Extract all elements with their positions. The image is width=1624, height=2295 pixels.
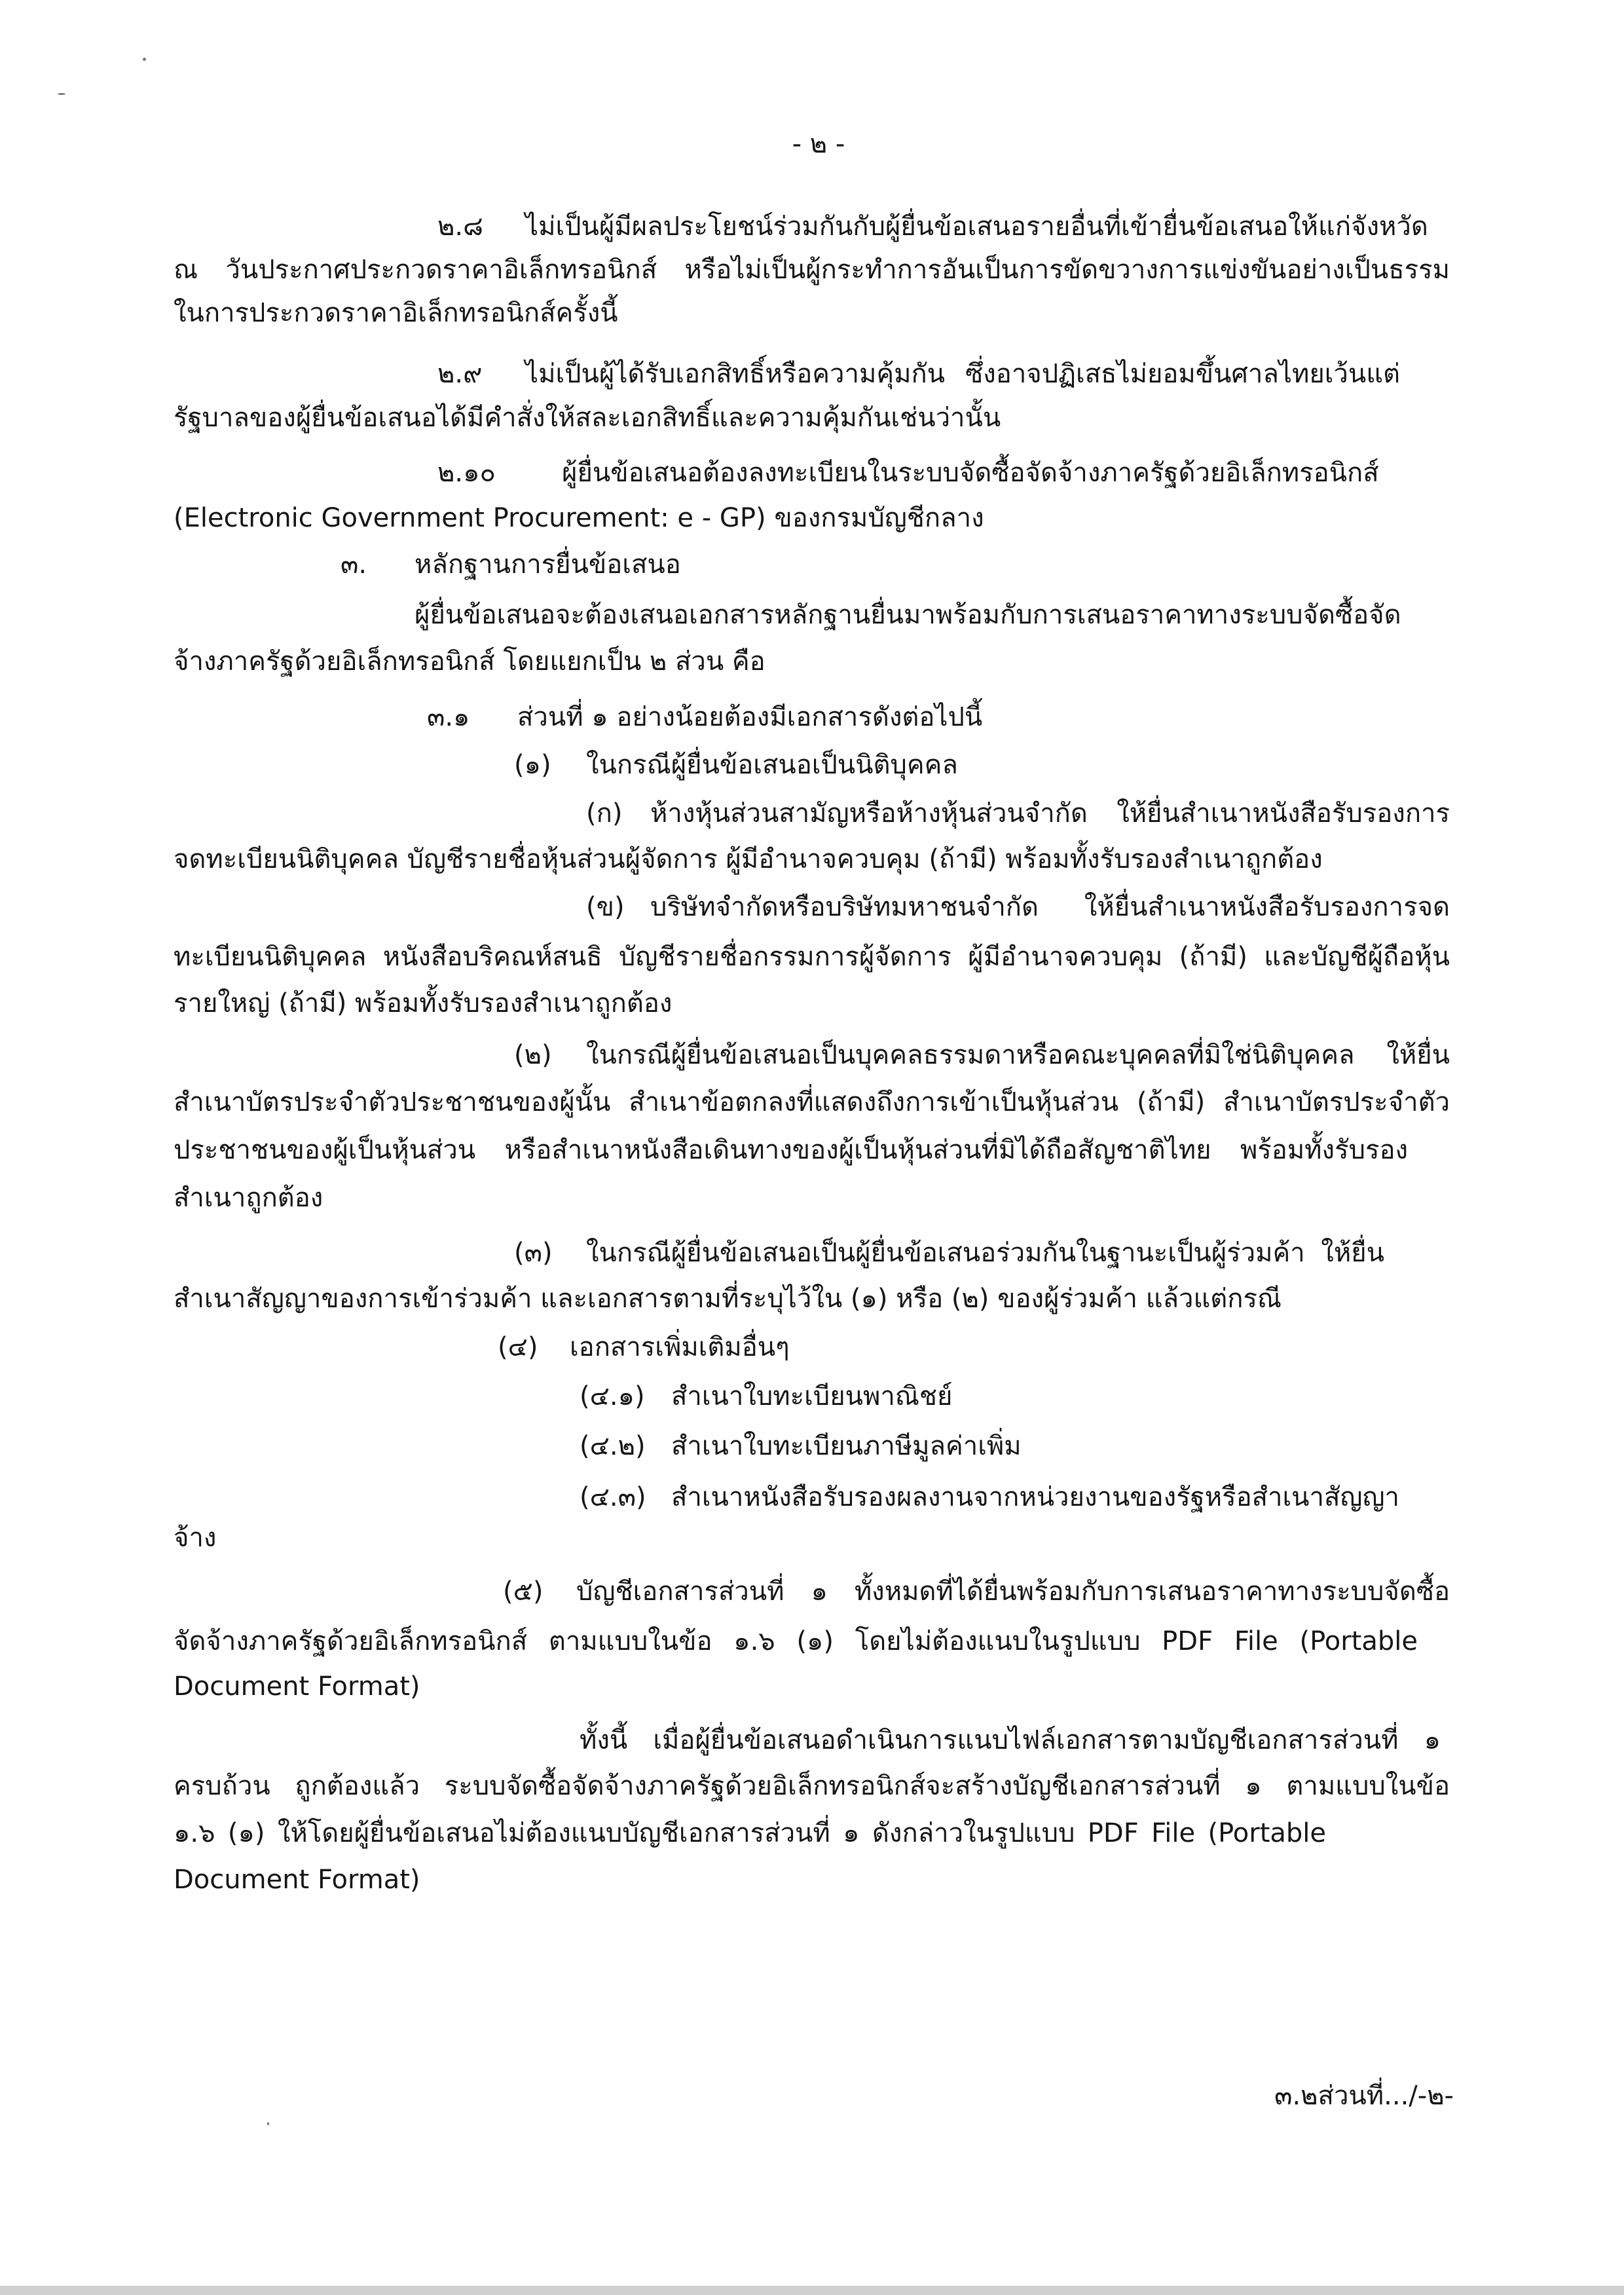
item-number: (๓) <box>514 1238 553 1268</box>
paragraph-line: ส่วนที่ ๑ อย่างน้อยต้องมีเอกสารดังต่อไปนี้ <box>517 702 983 732</box>
item-number: (๔.๓) <box>580 1482 646 1512</box>
item-number: ๒.๑๐ <box>437 458 496 488</box>
paragraph-line: ประชาชนของผู้เป็นหุ้นส่วน หรือสำเนาหนังสือเดินทางของผู้เป็นหุ้นส่วนที่มิได้ถือสัญชาติไทย พร้อมทั้งรับรอง <box>174 1135 1408 1165</box>
paragraph-line: สำเนาถูกต้อง <box>174 1183 323 1213</box>
paragraph-line: ในกรณีผู้ยื่นข้อเสนอเป็นบุคคลธรรมดาหรือคณะบุคคลที่มิใช่นิติบุคคล ให้ยื่น <box>586 1040 1450 1070</box>
item-number: (๔.๑) <box>580 1381 645 1411</box>
paragraph-line: ห้างหุ้นส่วนสามัญหรือห้างหุ้นส่วนจำกัด ให้ยื่นสำเนาหนังสือรับรองการ <box>650 798 1450 829</box>
item-number: (๔) <box>498 1332 538 1362</box>
paragraph-line: จัดจ้างภาครัฐด้วยอิเล็กทรอนิกส์ ตามแบบในข้อ ๑.๖ (๑) โดยไม่ต้องแนบในรูปแบบ PDF File (Portable <box>174 1626 1418 1656</box>
paragraph-line: ในกรณีผู้ยื่นข้อเสนอเป็นผู้ยื่นข้อเสนอร่วมกันในฐานะเป็นผู้ร่วมค้า ให้ยื่น <box>586 1238 1384 1268</box>
paragraph-line: จดทะเบียนนิติบุคคล บัญชีรายชื่อหุ้นส่วนผู้จัดการ ผู้มีอำนาจควบคุม (ถ้ามี) พร้อมทั้งรับรองสำเนาถูกต้อง <box>174 844 1323 874</box>
paragraph-line: สำเนาหนังสือรับรองผลงานจากหน่วยงานของรัฐหรือสำเนาสัญญา <box>671 1482 1400 1512</box>
paragraph-line: จ้างภาครัฐด้วยอิเล็กทรอนิกส์ โดยแยกเป็น ๒ ส่วน คือ <box>174 646 766 677</box>
item-number: (๑) <box>514 750 551 780</box>
item-number: ๓.๑ <box>427 702 470 732</box>
continuation-note: ๓.๒ส่วนที่.../-๒- <box>1274 2081 1454 2111</box>
paragraph-line: รายใหญ่ (ถ้ามี) พร้อมทั้งรับรองสำเนาถูกต้อง <box>174 988 673 1018</box>
item-number: (ก) <box>586 798 623 829</box>
page-number: - ๒ - <box>792 129 845 159</box>
paragraph-line: Document Format) <box>174 1671 420 1702</box>
paragraph-line: บัญชีเอกสารส่วนที่ ๑ ทั้งหมดที่ได้ยื่นพร้อมกับการเสนอราคาทางระบบจัดซื้อ <box>576 1577 1450 1607</box>
paragraph-line: ครบถ้วน ถูกต้องแล้ว ระบบจัดซื้อจัดจ้างภาครัฐด้วยอิเล็กทรอนิกส์จะสร้างบัญชีเอกสารส่วนที่ ๑ ตามแบบในข้อ <box>174 1771 1450 1801</box>
paragraph-line: เอกสารเพิ่มเติมอื่นๆ <box>570 1332 790 1362</box>
scan-bottom-edge <box>0 2286 1624 2295</box>
paragraph-line: สำเนาใบทะเบียนภาษีมูลค่าเพิ่ม <box>671 1431 1022 1461</box>
paragraph-line: สำเนาบัตรประจำตัวประชาชนของผู้นั้น สำเนาข้อตกลงที่แสดงถึงการเข้าเป็นหุ้นส่วน (ถ้ามี) สำเนาบัตรประจำตัว <box>174 1087 1450 1117</box>
paragraph-line: ไม่เป็นผู้ได้รับเอกสิทธิ์หรือความคุ้มกัน ซึ่งอาจปฏิเสธไม่ยอมขึ้นศาลไทยเว้นแต่ <box>525 359 1400 389</box>
item-number: (๒) <box>514 1040 552 1070</box>
paragraph-line: (Electronic Government Procurement: e - GP) ของกรมบัญชีกลาง <box>174 503 984 533</box>
paragraph-line: ทะเบียนนิติบุคคล หนังสือบริคณห์สนธิ บัญชีรายชื่อกรรมการผู้จัดการ ผู้มีอำนาจควบคุม (ถ้ามี) และบัญชีผู้ถือหุ้น <box>174 942 1450 972</box>
item-number: (๔.๒) <box>580 1431 646 1461</box>
paragraph-line: จ้าง <box>174 1523 217 1553</box>
paragraph-line: ทั้งนี้ เมื่อผู้ยื่นข้อเสนอดำเนินการแนบไฟล์เอกสารตามบัญชีเอกสารส่วนที่ ๑ <box>580 1725 1441 1755</box>
paragraph-line: บริษัทจำกัดหรือบริษัทมหาชนจำกัด ให้ยื่นสำเนาหนังสือรับรองการจด <box>650 892 1450 922</box>
item-number: ๒.๙ <box>437 359 483 389</box>
paragraph-line: ผู้ยื่นข้อเสนอต้องลงทะเบียนในระบบจัดซื้อจัดจ้างภาครัฐด้วยอิเล็กทรอนิกส์ <box>562 458 1379 488</box>
item-number: ๓. <box>341 550 367 580</box>
paragraph-line: ๑.๖ (๑) ให้โดยผู้ยื่นข้อเสนอไม่ต้องแนบบัญชีเอกสารส่วนที่ ๑ ดังกล่าวในรูปแบบ PDF File (Portable <box>174 1818 1326 1848</box>
paragraph-line: สำเนาใบทะเบียนพาณิชย์ <box>671 1381 953 1411</box>
item-number: ๒.๘ <box>437 212 483 242</box>
scan-speck <box>58 93 65 95</box>
scan-speck <box>267 2122 269 2125</box>
paragraph-line: สำเนาสัญญาของการเข้าร่วมค้า และเอกสารตามที่ระบุไว้ใน (๑) หรือ (๒) ของผู้ร่วมค้า แล้วแต่กรณี <box>174 1284 1282 1314</box>
paragraph-line: ผู้ยื่นข้อเสนอจะต้องเสนอเอกสารหลักฐานยื่นมาพร้อมกับการเสนอราคาทางระบบจัดซื้อจัด <box>415 600 1401 630</box>
paragraph-line: รัฐบาลของผู้ยื่นข้อเสนอได้มีคำสั่งให้สละเอกสิทธิ์และความคุ้มกันเช่นว่านั้น <box>174 403 1001 433</box>
section-heading: หลักฐานการยื่นข้อเสนอ <box>415 550 681 580</box>
paragraph-line: ณ วันประกาศประกวดราคาอิเล็กทรอนิกส์ หรือไม่เป็นผู้กระทำการอันเป็นการขัดขวางการแข่งขันอย่างเป็นธรรม <box>174 255 1450 285</box>
paragraph-line: ในกรณีผู้ยื่นข้อเสนอเป็นนิติบุคคล <box>586 750 958 780</box>
paragraph-line: Document Format) <box>174 1865 420 1895</box>
paragraph-line: ในการประกวดราคาอิเล็กทรอนิกส์ครั้งนี้ <box>174 298 618 328</box>
item-number: (๕) <box>503 1577 544 1607</box>
scan-speck <box>143 58 146 61</box>
paragraph-line: ไม่เป็นผู้มีผลประโยชน์ร่วมกันกับผู้ยื่นข้อเสนอรายอื่นที่เข้ายื่นข้อเสนอให้แก่จังหวัด <box>525 212 1428 242</box>
item-number: (ข) <box>586 892 625 922</box>
